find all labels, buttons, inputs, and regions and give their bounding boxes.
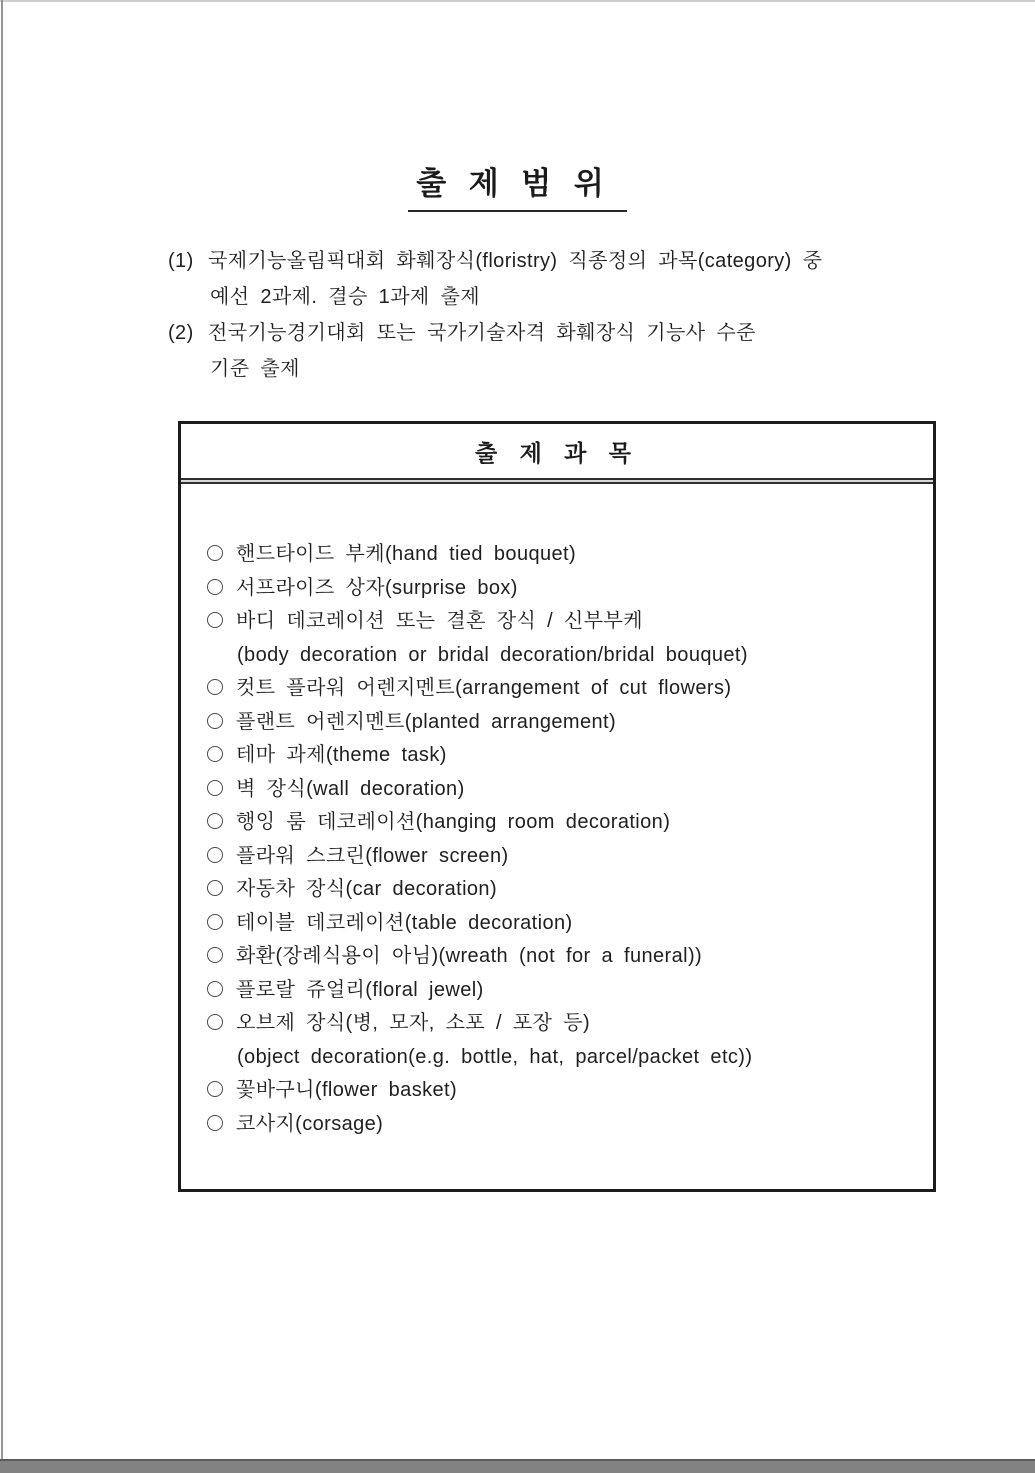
circle-bullet-icon <box>207 947 223 963</box>
subject-line <box>207 706 915 740</box>
subject-line <box>207 739 915 773</box>
subject-label: 바디 데코레이션 또는 결혼 장식 / 신부부케 <box>236 610 643 632</box>
subject-label: 오브제 장식(병, 모자, 소포 / 포장 등) <box>236 1012 591 1034</box>
circle-bullet-icon <box>207 847 223 863</box>
intro-line-continuation: 기준 출제 <box>210 358 300 380</box>
intro-line <box>168 243 822 279</box>
subject-label: 자동차 장식(car decoration) <box>236 878 498 900</box>
list-item <box>207 538 915 572</box>
subject-line <box>207 605 915 639</box>
circle-bullet-icon <box>207 880 223 896</box>
subjects-box-title: 출 제 과 목 <box>474 439 640 466</box>
circle-bullet-icon <box>207 813 223 829</box>
circle-bullet-icon <box>207 713 223 729</box>
circle-bullet-icon <box>207 679 223 695</box>
subject-line <box>207 572 915 606</box>
subject-label: 플로랄 쥬얼리(floral jewel) <box>236 978 484 1001</box>
intro-item-number: (1) <box>168 250 194 272</box>
subject-label-continuation: (object decoration(e.g. bottle, hat, parcel/packet etc)) <box>237 1045 753 1068</box>
subject-label: 컷트 플라워 어렌지멘트(arrangement of cut flowers) <box>236 677 732 699</box>
intro-item-text: 국제기능올림픽대회 화훼장식(floristry) 직종정의 과목(category) 중 <box>208 250 823 272</box>
circle-bullet-icon <box>207 612 223 628</box>
scan-edge-top <box>0 0 1035 2</box>
subject-line <box>207 840 915 874</box>
subject-line <box>207 907 915 941</box>
subject-label: 테이블 데코레이션(table decoration) <box>236 911 573 934</box>
circle-bullet-icon <box>207 914 223 930</box>
intro-item-2 <box>168 315 822 387</box>
subject-label-continuation: (body decoration or bridal decoration/bridal bouquet) <box>237 643 748 666</box>
intro-item-number: (2) <box>168 322 194 344</box>
subject-line <box>207 1074 915 1108</box>
subject-line <box>207 773 915 807</box>
circle-bullet-icon <box>207 579 223 595</box>
list-item <box>207 840 915 874</box>
list-item <box>207 974 915 1008</box>
subject-label: 벽 장식(wall decoration) <box>236 777 465 800</box>
circle-bullet-icon <box>207 545 223 561</box>
subject-line <box>207 538 915 572</box>
subject-label: 꽃바구니(flower basket) <box>236 1079 458 1101</box>
subject-label: 서프라이즈 상자(surprise box) <box>236 576 518 599</box>
subject-line <box>207 806 915 840</box>
list-item <box>207 605 915 672</box>
viewer-bottom-bar <box>0 1459 1035 1473</box>
subject-line <box>207 1108 915 1142</box>
list-item <box>207 739 915 773</box>
circle-bullet-icon <box>207 1115 223 1131</box>
intro-line-continuation: 예선 2과제. 결승 1과제 출제 <box>210 286 481 308</box>
subject-label: 플라워 스크린(flower screen) <box>236 844 509 867</box>
subjects-box <box>178 421 936 1192</box>
list-item <box>207 1007 915 1074</box>
subject-line <box>207 672 915 706</box>
list-item <box>207 773 915 807</box>
intro-line <box>168 315 822 351</box>
subject-label: 테마 과제(theme task) <box>236 744 447 766</box>
intro-section <box>168 243 822 387</box>
subject-line <box>207 974 915 1008</box>
list-item <box>207 706 915 740</box>
list-item <box>207 806 915 840</box>
circle-bullet-icon <box>207 746 223 762</box>
scan-edge-left <box>1 0 3 1459</box>
subject-label: 플랜트 어렌지멘트(planted arrangement) <box>236 710 617 733</box>
circle-bullet-icon <box>207 1081 223 1097</box>
intro-item-text: 전국기능경기대회 또는 국가기술자격 화훼장식 기능사 수준 <box>208 322 756 344</box>
subject-line <box>207 1007 915 1041</box>
intro-item-1 <box>168 243 822 315</box>
subject-label: 코사지(corsage) <box>236 1112 384 1135</box>
list-item <box>207 907 915 941</box>
list-item <box>207 572 915 606</box>
title-container <box>0 158 1035 212</box>
list-item <box>207 1074 915 1108</box>
subject-label: 핸드타이드 부케(hand tied bouquet) <box>236 543 577 565</box>
page-title: 출 제 범 위 <box>408 158 627 212</box>
circle-bullet-icon <box>207 981 223 997</box>
list-item <box>207 873 915 907</box>
circle-bullet-icon <box>207 1014 223 1030</box>
subject-list <box>181 484 933 1141</box>
list-item <box>207 672 915 706</box>
list-item <box>207 940 915 974</box>
subject-line <box>207 940 915 974</box>
list-item <box>207 1108 915 1142</box>
circle-bullet-icon <box>207 780 223 796</box>
subject-line <box>207 873 915 907</box>
subject-label: 화환(장례식용이 아님)(wreath (not for a funeral)) <box>236 945 703 967</box>
subject-label: 행잉 룸 데코레이션(hanging room decoration) <box>236 811 671 833</box>
